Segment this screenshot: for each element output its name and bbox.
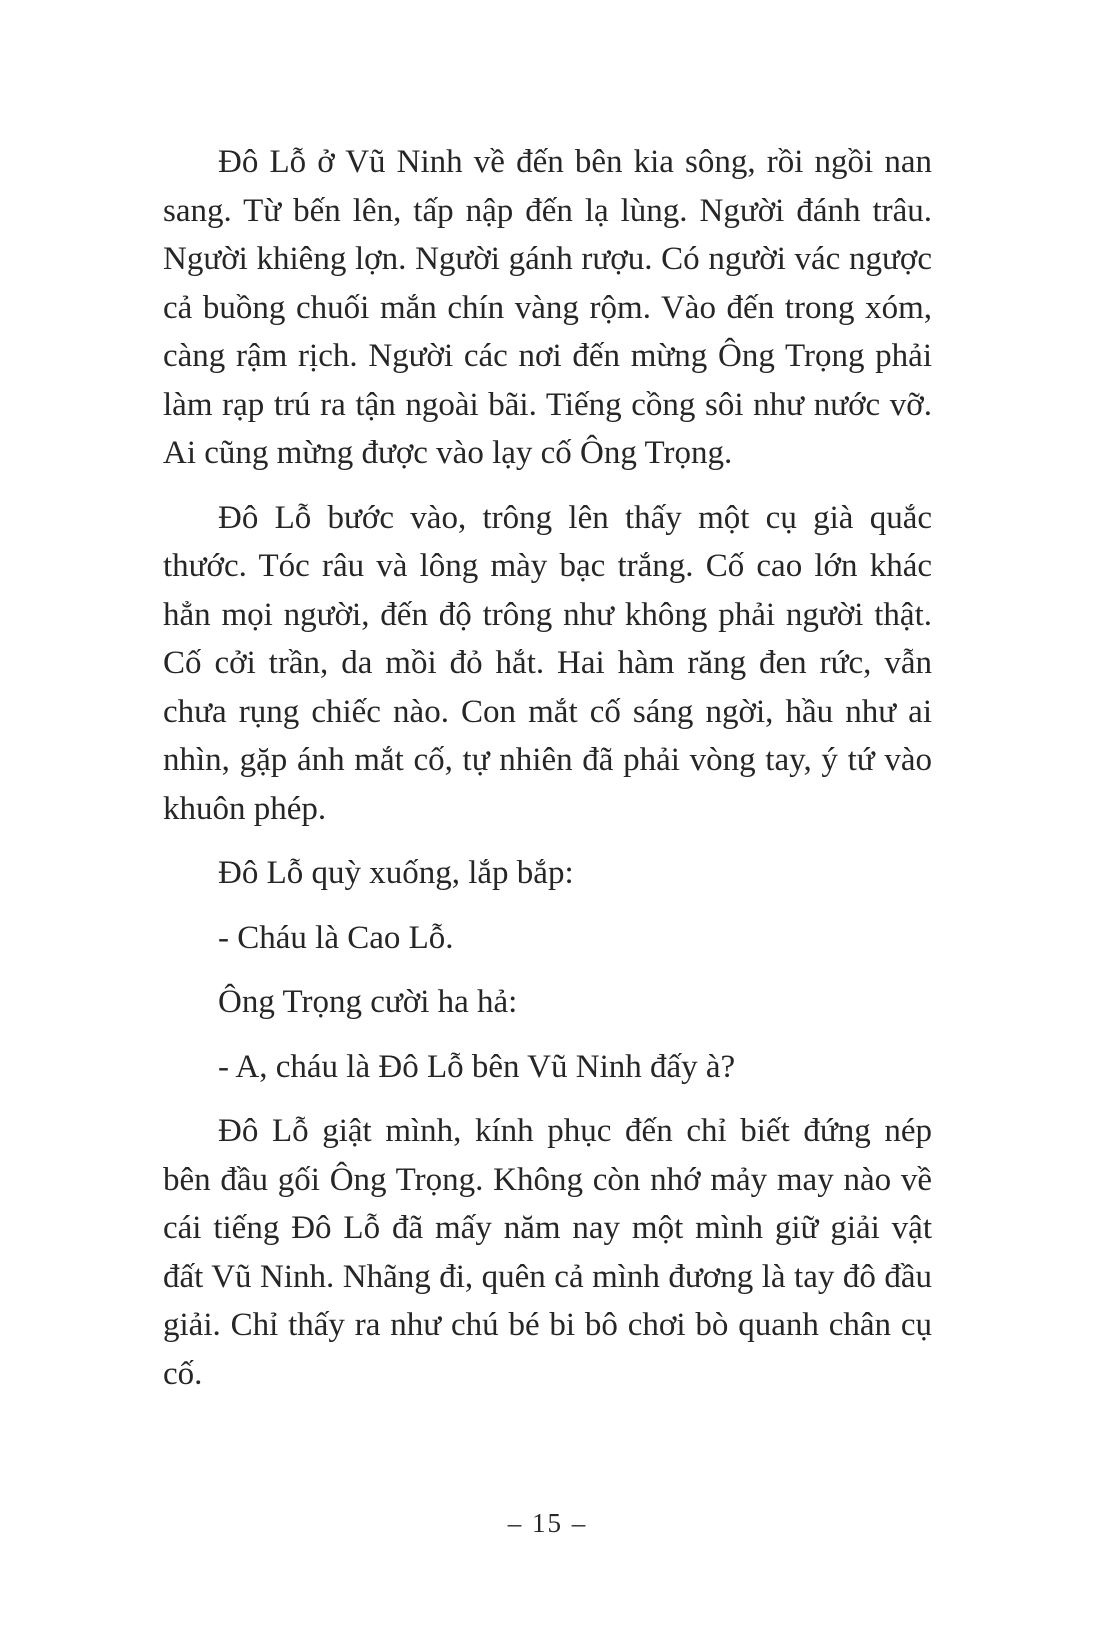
paragraph: Đô Lỗ giật mình, kính phục đến chỉ biết đứng nép bên đầu gối Ông Trọng. Không còn nhớ mảy may nào về cái tiếng Đô Lỗ đã mấy năm nay một mình giữ giải vật đất Vũ Ninh. Nhãng đi, quên cả mình đương là tay đô đầu giải. Chỉ thấy ra như chú bé bi bô chơi bò quanh chân cụ cố.	[163, 1113, 932, 1392]
body-text	[163, 138, 932, 1398]
paragraph: - A, cháu là Đô Lỗ bên Vũ Ninh đấy à?	[218, 1048, 736, 1085]
paragraph: Đô Lỗ quỳ xuống, lắp bắp:	[218, 855, 574, 891]
paragraph: Đô Lỗ bước vào, trông lên thấy một cụ già quắc thước. Tóc râu và lông mày bạc trắng. Cố cao lớn khác hẳn mọi người, đến độ trông như không phải người thật. Cố cởi trần, da mồi đỏ hắt. Hai hàm răng đen rức, vẫn chưa rụng chiếc nào. Con mắt cố sáng ngời, hầu như ai nhìn, gặp ánh mắt cố, tự nhiên đã phải vòng tay, ý tứ vào khuôn phép.	[163, 499, 932, 827]
paragraph: - Cháu là Cao Lỗ.	[218, 919, 454, 956]
paragraph: Đô Lỗ ở Vũ Ninh về đến bên kia sông, rồi ngồi nan sang. Từ bến lên, tấp nập đến lạ lùng. Người đánh trâu. Người khiêng lợn. Người gánh rượu. Có người vác ngược cả buồng chuối mắn chín vàng rộm. Vào đến trong xóm, càng rậm rịch. Người các nơi đến mừng Ông Trọng phải làm rạp trú ra tận ngoài bãi. Tiếng cồng sôi như nước vỡ. Ai cũng mừng được vào lạy cố Ông Trọng.	[163, 144, 932, 471]
paragraph: Ông Trọng cười ha hả:	[218, 984, 518, 1020]
page-number: – 15 –	[507, 1508, 588, 1538]
